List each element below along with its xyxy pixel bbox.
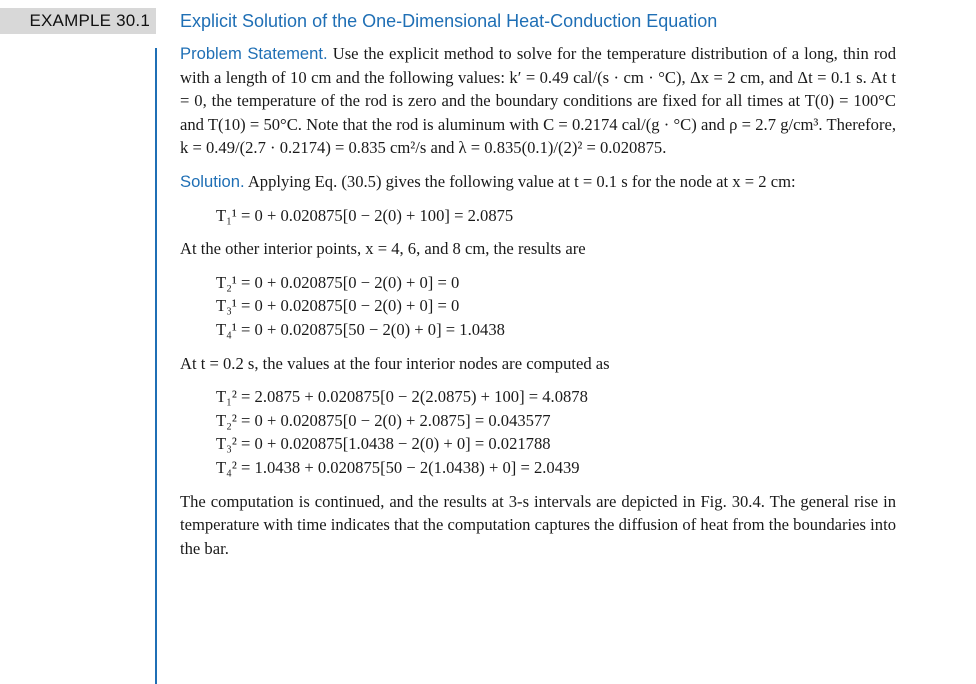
equation-t1-node3: T₃¹ = 0 + 0.020875[0 − 2(0) + 0] = 0 xyxy=(216,296,460,316)
solution-heading: Solution. xyxy=(180,171,245,191)
equations-t2 xyxy=(180,385,896,479)
example-body xyxy=(180,42,896,570)
interior-points-text: At the other interior points, x = 4, 6, and 8 cm, the results are xyxy=(180,239,586,259)
example-label: EXAMPLE 30.1 xyxy=(0,8,156,34)
equations-t1 xyxy=(180,271,896,342)
problem-statement xyxy=(180,42,896,160)
t2-intro-text: At t = 0.2 s, the values at the four interior nodes are computed as xyxy=(180,353,610,373)
equation-t1-node4: T₄¹ = 0 + 0.020875[50 − 2(0) + 0] = 1.0438 xyxy=(216,319,505,339)
margin-rule xyxy=(155,48,157,684)
problem-text: Use the explicit method to solve for the temperature distribution of a long, thin rod with a length of 10 cm and the following values: k′ = 0.49 cal/(s · cm · °C), Δx = 2 cm, and Δt = 0.1 s. At t = 0, the temperature of the rod is zero and the boundary conditions are fixed for all times at T(0) = 100°C and T(10) = 50°C. Note that the rod is aluminum with C = 0.2174 cal/(g · °C) and ρ = 2.7 g/cm³. Therefore, k = 0.49/(2.7 · 0.2174) = 0.835 cm²/s and λ = 0.835(0.1)/(2)² = 0.020875. xyxy=(180,44,896,158)
example-title: Explicit Solution of the One-Dimensional Heat-Conduction Equation xyxy=(180,11,718,31)
equation-t2-node2: T₂² = 0 + 0.020875[0 − 2(0) + 2.0875] = 0.043577 xyxy=(216,410,551,430)
closing-paragraph: The computation is continued, and the results at 3-s intervals are depicted in Fig. 30.4. The general rise in temperature with time indicates that the computation captures the diffusion of heat from the boundaries into the bar. xyxy=(180,491,896,558)
equation-t2-node3: T₃² = 0 + 0.020875[1.0438 − 2(0) + 0] = 0.021788 xyxy=(216,434,551,454)
equation-t2-node1: T₁² = 2.0875 + 0.020875[0 − 2(2.0875) + 100] = 4.0878 xyxy=(216,387,588,407)
solution-intro xyxy=(180,170,896,194)
solution-text: Applying Eq. (30.5) gives the following value at t = 0.1 s for the node at x = 2 cm: xyxy=(247,171,796,191)
equation-t1-node1: T₁¹ = 0 + 0.020875[0 − 2(0) + 100] = 2.0875 xyxy=(216,205,514,225)
problem-heading: Problem Statement. xyxy=(180,44,328,63)
equation-t2-node4: T₄² = 1.0438 + 0.020875[50 − 2(1.0438) + 0] = 2.0439 xyxy=(216,457,580,477)
equation-t1-node2: T₂¹ = 0 + 0.020875[0 − 2(0) + 0] = 0 xyxy=(216,272,460,292)
